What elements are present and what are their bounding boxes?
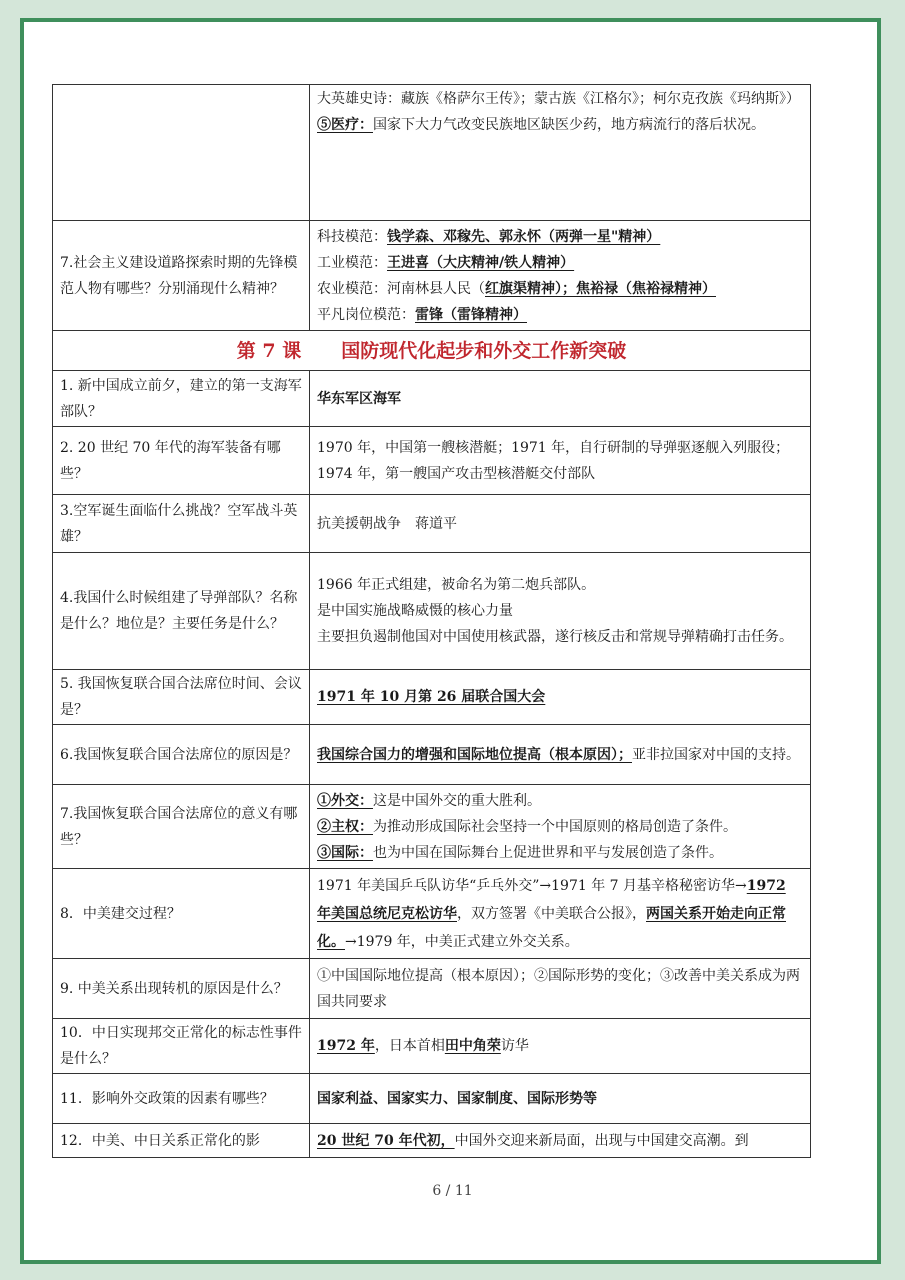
question-cell: 7.社会主义建设道路探索时期的先锋模范人物有哪些？分别涌现什么精神？ xyxy=(53,221,310,331)
answer-text: 中国外交迎来新局面，出现与中国建交高潮。到 xyxy=(454,1132,749,1149)
question-cell: 2. 20 世纪 70 年代的海军装备有哪些？ xyxy=(53,427,310,495)
answer-cell: 国家利益、国家实力、国家制度、国际形势等 xyxy=(310,1074,811,1124)
answer-text: 亚非拉国家对中国的支持。 xyxy=(632,746,800,763)
answer-emphasis: 两国关系开始走向正常化。 xyxy=(317,905,786,950)
question-cell: 5. 我国恢复联合国合法席位时间、会议是？ xyxy=(53,670,310,725)
answer-text: →1979 年，中美正式建立外交关系。 xyxy=(345,933,579,950)
answer-emphasis: 1972 年美国总统尼克松访华 xyxy=(317,877,786,922)
answer-emphasis: 我国综合国力的增强和国际地位提高（根本原因）； xyxy=(317,746,632,763)
table-row xyxy=(53,221,811,331)
point-label: ⑤医疗： xyxy=(317,117,373,133)
table-row xyxy=(53,785,811,869)
answer-line xyxy=(317,814,803,840)
table-row xyxy=(53,869,811,959)
answer-cell xyxy=(310,553,811,670)
lesson-number: 第 7 课 xyxy=(236,339,302,362)
table-row xyxy=(53,1074,811,1124)
lesson-title: 国防现代化起步和外交工作新突破 xyxy=(341,339,627,362)
point-label: ①外交： xyxy=(317,792,373,809)
qa-table xyxy=(52,84,811,1158)
answer-cell xyxy=(310,221,811,331)
point-label: ②主权： xyxy=(317,818,373,835)
answer-text: 1971 年美国乒乓队访华“乒乓外交”→1971 年 7 月基辛格秘密访华→ xyxy=(317,877,747,894)
question-cell: 4.我国什么时候组建了导弹部队？名称是什么？地位是？主要任务是什么？ xyxy=(53,553,310,670)
question-cell xyxy=(53,85,310,221)
table-row xyxy=(53,553,811,670)
table-row xyxy=(53,427,811,495)
question-cell: 6.我国恢复联合国合法席位的原因是？ xyxy=(53,725,310,785)
table-row xyxy=(53,1124,811,1158)
page-number: 6 / 11 xyxy=(432,1183,473,1199)
category-value: 红旗渠精神）； xyxy=(485,280,576,297)
table-row xyxy=(53,1019,811,1074)
question-cell: 3.空军诞生面临什么挑战？空军战斗英雄？ xyxy=(53,495,310,553)
table-row xyxy=(53,495,811,553)
question-cell: 11．影响外交政策的因素有哪些？ xyxy=(53,1074,310,1124)
question-cell: 10．中日实现邦交正常化的标志性事件是什么？ xyxy=(53,1019,310,1074)
category-label: 农业模范：河南林县人民（ xyxy=(317,280,485,297)
answer-cell: 华东军区海军 xyxy=(310,371,811,427)
answer-cell xyxy=(310,725,811,785)
table-row xyxy=(53,371,811,427)
category-value: 钱学森、邓稼先、郭永怀（两弹一星"精神） xyxy=(387,228,661,245)
answer-line xyxy=(317,224,803,250)
answer-cell: 1970 年，中国第一艘核潜艇；1971 年，自行研制的导弹驱逐舰入列服役；1974 年，第一艘国产攻击型核潜艇交付部队 xyxy=(310,427,811,495)
question-cell: 9. 中美关系出现转机的原因是什么？ xyxy=(53,959,310,1019)
answer-cell xyxy=(310,785,811,869)
answer-line xyxy=(317,112,803,138)
answer-text: 访华 xyxy=(500,1038,529,1054)
lesson-header-row xyxy=(53,331,811,371)
answer-line xyxy=(317,788,803,814)
answer-text: 是中国实施战略威慑的核心力量 xyxy=(317,603,513,619)
category-value: 王进喜（大庆精神/铁人精神） xyxy=(387,254,575,271)
answer-text: 1966 年正式组建，被命名为第二炮兵部队。 xyxy=(317,577,596,593)
answer-text: 大英雄史诗：藏族《格萨尔王传》；蒙古族《江格尔》；柯尔克孜族《玛纳斯》） xyxy=(317,91,800,107)
answer-line xyxy=(317,250,803,276)
answer-cell: ①中国国际地位提高（根本原因）；②国际形势的变化；③改善中美关系成为两国共同要求 xyxy=(310,959,811,1019)
answer-text: 也为中国在国际舞台上促进世界和平与发展创造了条件。 xyxy=(373,844,723,861)
answer-cell xyxy=(310,1124,811,1158)
answer-emphasis: 20 世纪 70 年代初， xyxy=(317,1132,455,1149)
answer-text: 这是中国外交的重大胜利。 xyxy=(373,792,541,809)
category-label: 科技模范： xyxy=(317,228,387,245)
answer-line xyxy=(317,302,803,328)
answer-text: ，日本首相 xyxy=(374,1038,445,1054)
category-label: 平凡岗位模范： xyxy=(317,306,415,323)
question-cell: 7.我国恢复联合国合法席位的意义有哪些？ xyxy=(53,785,310,869)
table-row xyxy=(53,670,811,725)
table-row xyxy=(53,725,811,785)
category-label: 工业模范： xyxy=(317,254,387,271)
question-cell: 1. 新中国成立前夕，建立的第一支海军部队？ xyxy=(53,371,310,427)
category-value: 焦裕禄（焦裕禄精神） xyxy=(576,280,716,297)
answer-cell: 1971 年 10 月第 26 届联合国大会 xyxy=(310,670,811,725)
point-label: ③国际： xyxy=(317,844,373,861)
lesson-title-cell xyxy=(53,331,811,371)
question-cell: 8．中美建交过程？ xyxy=(53,869,310,959)
answer-cell xyxy=(310,85,811,221)
answer-line xyxy=(317,840,803,866)
table-row xyxy=(53,85,811,221)
answer-cell xyxy=(310,869,811,959)
answer-text: 主要担负遏制他国对中国使用核武器，遂行核反击和常规导弹精确打击任务。 xyxy=(317,629,793,645)
answer-text: 国家下大力气改变民族地区缺医少药，地方病流行的落后状况。 xyxy=(373,117,765,133)
answer-line xyxy=(317,276,803,302)
answer-emphasis: 1972 年 xyxy=(317,1038,375,1054)
answer-cell xyxy=(310,1019,811,1074)
question-cell: 12．中美、中日关系正常化的影 xyxy=(53,1124,310,1158)
category-value: 雷锋（雷锋精神） xyxy=(415,306,527,323)
table-row xyxy=(53,959,811,1019)
answer-text: ，双方签署《中美联合公报》， xyxy=(457,905,646,922)
answer-text: 为推动形成国际社会坚持一个中国原则的格局创造了条件。 xyxy=(373,818,737,835)
answer-cell: 抗美援朝战争 蒋道平 xyxy=(310,495,811,553)
answer-emphasis: 田中角荣 xyxy=(444,1038,501,1054)
